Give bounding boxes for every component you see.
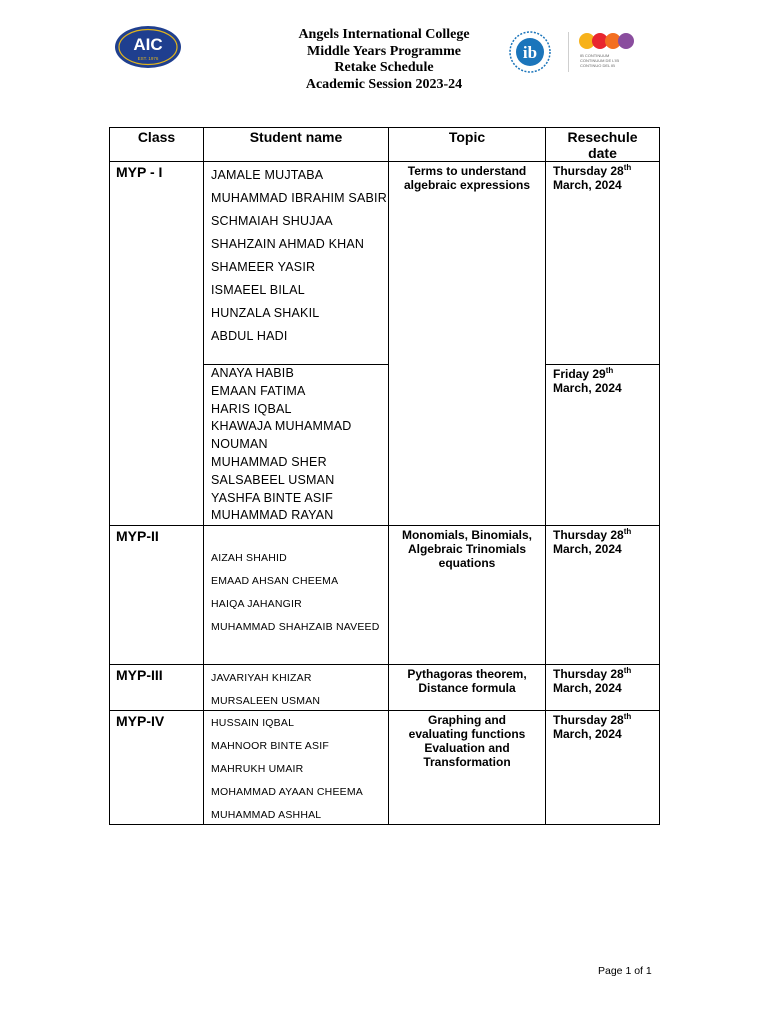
logo-separator bbox=[568, 32, 569, 72]
student-name: ANAYA HABIB bbox=[211, 366, 295, 380]
date-month-year: March, 2024 bbox=[553, 381, 622, 395]
aic-logo-subtext: EST. 1976 bbox=[137, 56, 159, 61]
ib-caption-line-1: IB CONTINUUM bbox=[580, 53, 610, 58]
header-topic: Topic bbox=[389, 128, 546, 162]
date-day: Thursday 28 bbox=[553, 528, 624, 543]
aic-logo bbox=[114, 26, 182, 70]
date-day: Thursday 28 bbox=[553, 667, 624, 682]
student-name: MURSALEEN USMAN bbox=[211, 695, 321, 708]
student-name: AIZAH SHAHID bbox=[211, 552, 287, 565]
title-line-programme: Middle Years Programme bbox=[307, 43, 461, 59]
title-line-session: Academic Session 2023-24 bbox=[305, 76, 463, 92]
ib-logo-text: ib bbox=[522, 43, 538, 62]
student-list bbox=[204, 167, 388, 345]
date-suffix: th bbox=[605, 366, 614, 375]
student-list bbox=[204, 552, 388, 634]
ib-caption-line-3: CONTINUO DEL IB bbox=[580, 63, 615, 68]
date-cell bbox=[546, 711, 660, 825]
date-cell bbox=[546, 365, 660, 526]
document-title bbox=[264, 27, 504, 93]
topic-cell: Pythagoras theorem, Distance formula bbox=[389, 665, 546, 711]
header-date-line-2: date bbox=[588, 145, 617, 161]
student-name: JAMALE MUJTABA bbox=[211, 168, 324, 182]
student-name: MAHNOOR BINTE ASIF bbox=[211, 740, 329, 753]
student-name: MUHAMMAD RAYAN bbox=[211, 508, 334, 523]
title-line-college: Angels International College bbox=[298, 27, 470, 42]
students-cell bbox=[204, 162, 389, 365]
topic-cell: Monomials, Binomials, Algebraic Trinomials equations bbox=[389, 526, 546, 665]
student-name: KHAWAJA MUHAMMAD NOUMAN bbox=[211, 419, 352, 452]
student-name: EMAAD AHSAN CHEEMA bbox=[211, 575, 339, 588]
table-row bbox=[110, 162, 660, 365]
student-list bbox=[204, 717, 388, 822]
header-class: Class bbox=[110, 128, 204, 162]
aic-logo-text: AIC bbox=[133, 35, 163, 54]
class-cell: MYP - I bbox=[110, 162, 204, 526]
student-name: SALSABEEL USMAN bbox=[211, 472, 335, 487]
header-date-line-1: Resechule bbox=[567, 129, 638, 145]
students-cell bbox=[204, 526, 389, 665]
date-cell bbox=[546, 665, 660, 711]
title-line-schedule: Retake Schedule bbox=[334, 60, 434, 75]
student-name: HUSSAIN IQBAL bbox=[211, 717, 295, 730]
student-name: MUHAMMAD IBRAHIM SABIR bbox=[211, 191, 387, 205]
date-suffix: th bbox=[623, 712, 632, 722]
student-name: MAHRUKH UMAIR bbox=[211, 763, 304, 776]
student-name: HAIQA JAHANGIR bbox=[211, 598, 302, 611]
header-student-name: Student name bbox=[204, 128, 389, 162]
table-row bbox=[110, 526, 660, 665]
ib-caption-line-2: CONTINUUM DE L'IB bbox=[580, 58, 619, 63]
date-cell bbox=[546, 162, 660, 365]
student-list bbox=[204, 365, 388, 525]
student-list bbox=[204, 672, 388, 708]
student-name: MOHAMMAD AYAAN CHEEMA bbox=[211, 786, 363, 799]
table-header-row bbox=[110, 128, 660, 162]
date-month-year: March, 2024 bbox=[553, 542, 622, 557]
date-day: Thursday 28 bbox=[553, 164, 624, 178]
header-reschedule-date bbox=[546, 128, 660, 162]
table-row bbox=[110, 711, 660, 825]
student-name: EMAAN FATIMA bbox=[211, 383, 306, 398]
class-cell: MYP-II bbox=[110, 526, 204, 665]
student-name: MUHAMMAD SHER bbox=[211, 454, 327, 469]
ib-continuum-logo bbox=[576, 32, 640, 72]
document-header bbox=[0, 26, 768, 106]
date-day: Friday 29 bbox=[553, 367, 606, 381]
student-name: MUHAMMAD ASHHAL bbox=[211, 809, 322, 822]
student-name: SHAHZAIN AHMAD KHAN bbox=[211, 237, 365, 251]
date-month-year: March, 2024 bbox=[553, 681, 622, 696]
date-month-year: March, 2024 bbox=[553, 178, 622, 192]
date-suffix: th bbox=[623, 527, 632, 537]
class-cell: MYP-IV bbox=[110, 711, 204, 825]
date-suffix: th bbox=[623, 666, 632, 676]
table-row bbox=[110, 665, 660, 711]
student-name: HARIS IQBAL bbox=[211, 401, 292, 416]
topic-cell: Graphing and evaluating functions Evaluation and Transformation bbox=[389, 711, 546, 825]
date-cell bbox=[546, 526, 660, 665]
students-cell bbox=[204, 365, 389, 526]
page-number: Page 1 of 1 bbox=[598, 965, 652, 977]
student-name: SHAMEER YASIR bbox=[211, 260, 316, 274]
student-name: SCHMAIAH SHUJAA bbox=[211, 214, 333, 228]
student-name: JAVARIYAH KHIZAR bbox=[211, 672, 312, 685]
student-name: HUNZALA SHAKIL bbox=[211, 306, 320, 320]
student-name: ABDUL HADI bbox=[211, 329, 288, 343]
student-name: MUHAMMAD SHAHZAIB NAVEED bbox=[211, 621, 380, 634]
ib-logo bbox=[506, 30, 554, 74]
topic-cell: Terms to understand algebraic expressions bbox=[389, 162, 546, 526]
student-name: YASHFA BINTE ASIF bbox=[211, 490, 333, 505]
students-cell bbox=[204, 665, 389, 711]
class-cell: MYP-III bbox=[110, 665, 204, 711]
date-suffix: th bbox=[623, 163, 632, 172]
date-month-year: March, 2024 bbox=[553, 727, 622, 742]
student-name: ISMAEEL BILAL bbox=[211, 283, 305, 297]
retake-schedule-table bbox=[109, 127, 660, 825]
students-cell bbox=[204, 711, 389, 825]
date-day: Thursday 28 bbox=[553, 713, 624, 728]
